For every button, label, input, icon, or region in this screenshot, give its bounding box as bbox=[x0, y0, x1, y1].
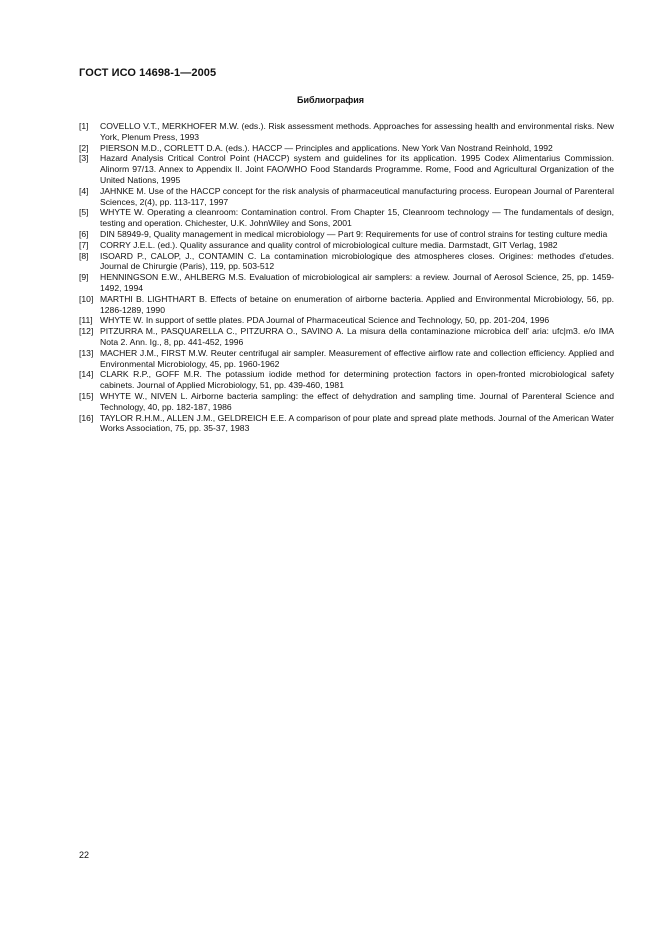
reference-text: PITZURRA M., PASQUARELLA C., PITZURRA O., SAVINO A. La misura della contaminazione microbica dell' aria: ufc|m3. e/o IMA Nota 2. Ann. Ig., 8, pp. 441-452, 1996 bbox=[100, 326, 614, 347]
reference-text: TAYLOR R.H.M., ALLEN J.M., GELDREICH E.E. A comparison of pour plate and spread plate methods. Journal of the American Water Works Association, 75, pp. 35-37, 1983 bbox=[100, 412, 614, 434]
reference-item bbox=[79, 143, 614, 154]
reference-text: CLARK R.P., GOFF M.R. The potassium iodide method for determining protection factors in open-fronted microbiological safety cabinets. Journal of Applied Microbiology, 51, pp. 439-460, 1981 bbox=[100, 369, 614, 391]
reference-item bbox=[79, 326, 614, 348]
reference-text: CORRY J.E.L. (ed.). Quality assurance and quality control of microbiological culture media. Darmstadt, GIT Verlag, 1982 bbox=[100, 239, 558, 250]
reference-text: MARTHI B. LIGHTHART B. Effects of betaine on enumeration of airborne bacteria. Applied and Environmental Microbiology, 56, pp. 1286-1289, 1990 bbox=[100, 293, 614, 315]
reference-number: [2] bbox=[79, 142, 89, 153]
reference-number: [10] bbox=[79, 293, 94, 304]
reference-number: [7] bbox=[79, 239, 89, 250]
reference-item bbox=[79, 121, 614, 143]
reference-text: ISOARD P., CALOP, J., CONTAMIN C. La contamination microbiologique des atmospheres closes. Origines: methodes d'etudes. Journal de Chirurgie (Paris), 119, pp. 503-512 bbox=[100, 250, 614, 272]
reference-item bbox=[79, 272, 614, 294]
reference-text: MACHER J.M., FIRST M.W. Reuter centrifugal air sampler. Measurement of effective airflow rate and collection efficiency. Applied and Environmental Microbiology, 45, pp. 1960-1962 bbox=[100, 347, 614, 369]
reference-list bbox=[79, 121, 614, 434]
reference-number: [9] bbox=[79, 272, 89, 283]
reference-item bbox=[79, 294, 614, 316]
reference-text: WHYTE W. In support of settle plates. PDA Journal of Pharmaceutical Science and Technology, 50, pp. 201-204, 1996 bbox=[100, 315, 550, 326]
reference-item bbox=[79, 153, 614, 185]
reference-item bbox=[79, 207, 614, 229]
reference-text: WHYTE W. Operating a cleanroom: Contamination control. From Chapter 15, Cleanroom technology — The fundamentals of design, testing and operation. Chichester, U.K. JohnWiley and Sons, 2001 bbox=[100, 207, 614, 229]
reference-item bbox=[79, 240, 614, 251]
reference-text: PIERSON M.D., CORLETT D.A. (eds.). HACCP — Principles and applications. New York Van Nostrand Reinhold, 1992 bbox=[100, 142, 553, 153]
reference-number: [12] bbox=[79, 326, 94, 337]
reference-number: [8] bbox=[79, 250, 89, 261]
reference-number: [11] bbox=[79, 315, 93, 326]
reference-item bbox=[79, 229, 614, 240]
document-code: ГОСТ ИСО 14698-1—2005 bbox=[79, 67, 217, 79]
reference-item bbox=[79, 369, 614, 391]
page-number: 22 bbox=[79, 850, 90, 860]
reference-item bbox=[79, 186, 614, 208]
reference-number: [13] bbox=[79, 347, 94, 358]
reference-number: [15] bbox=[79, 390, 94, 401]
reference-item bbox=[79, 413, 614, 435]
reference-number: [3] bbox=[79, 153, 89, 164]
reference-number: [14] bbox=[79, 369, 94, 380]
reference-number: [5] bbox=[79, 207, 89, 218]
reference-item bbox=[79, 348, 614, 370]
reference-item bbox=[79, 391, 614, 413]
reference-text: WHYTE W., NIVEN L. Airborne bacteria sampling: the effect of dehydration and sampling time. Journal of Parenteral Science and Technology, 40, pp. 182-187, 1986 bbox=[100, 390, 614, 412]
reference-number: [1] bbox=[79, 121, 89, 131]
reference-number: [4] bbox=[79, 185, 89, 196]
reference-text: HENNINGSON E.W., AHLBERG M.S. Evaluation of microbiological air samplers: a review. Journal of Aerosol Science, 25, pp. 1459-1492, 1994 bbox=[100, 272, 614, 293]
reference-text: Hazard Analysis Critical Control Point (HACCP) system and guidelines for its application. 1995 Codex Alimentarius Commission. Alinorm 97/13. Annex to Appendix II. Joint FAO/WHO Food Standards Programme. Rome, Food and Agricultural Organization of the United Nations, 1995 bbox=[100, 153, 614, 185]
reference-item bbox=[79, 251, 614, 273]
reference-number: [16] bbox=[79, 412, 94, 423]
reference-number: [6] bbox=[79, 228, 89, 239]
reference-text: DIN 58949-9, Quality management in medical microbiology — Part 9: Requirements for use of control strains for testing culture media bbox=[100, 228, 608, 239]
reference-text: COVELLO V.T., MERKHOFER M.W. (eds.). Risk assessment methods. Approaches for assessing health and environmental risks. New York, Plenum Press, 1993 bbox=[100, 121, 614, 142]
reference-text: JAHNKE M. Use of the HACCP concept for the risk analysis of pharmaceutical manufacturing process. European Journal of Parenteral Sciences, 2(4), pp. 113-117, 1997 bbox=[100, 185, 614, 207]
reference-item bbox=[79, 315, 614, 326]
bibliography-heading: Библиография bbox=[297, 95, 364, 105]
